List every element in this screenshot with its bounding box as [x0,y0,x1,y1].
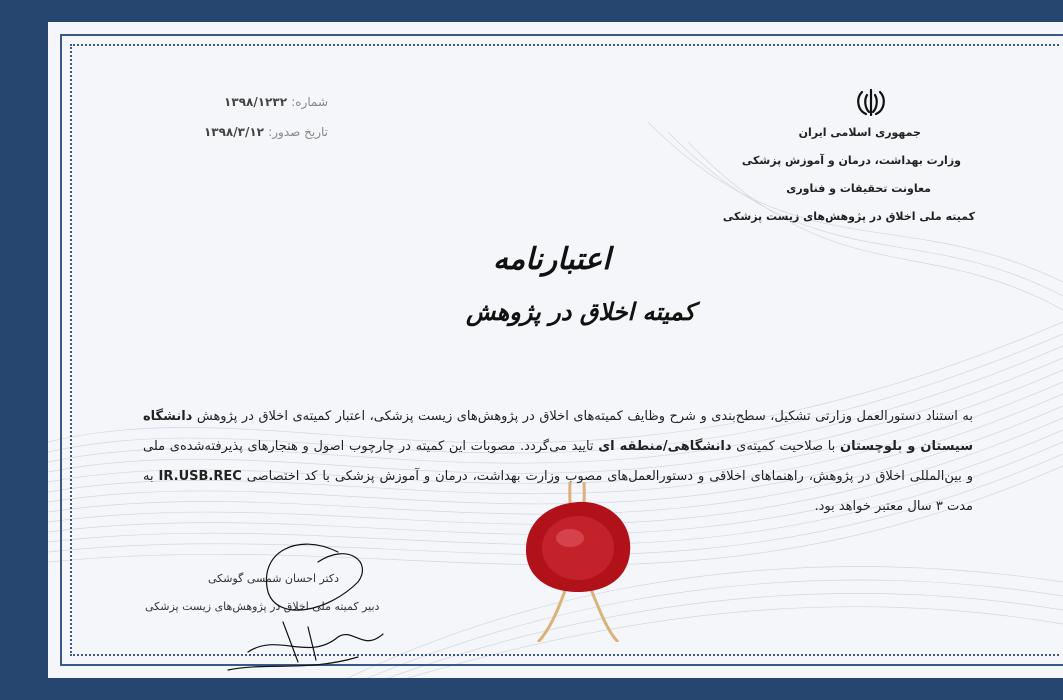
page-background [18,4,1063,700]
header-line-committee: کمیته ملی اخلاق در پژوهش‌های زیست پزشکی [722,210,975,223]
handwritten-signature [188,522,408,672]
issue-date [108,122,328,152]
date-label: تاریخ صدور: [268,125,328,139]
header-line-ministry: وزارت بهداشت، درمان و آموزش پزشکی [741,154,961,167]
header-line-deputy: معاونت تحقیقات و فناوری [786,182,931,195]
body-text-1: به استناد دستورالعمل وزارتی تشکیل، سطح‌بندی و شرح وظایف کمیته‌های اخلاق در پژوهش‌های زیست پزشکی، اعتبار کمیته‌ی اخلاق در پژوهش [196,409,973,424]
certificate-title: اعتبارنامه [493,242,611,277]
header-line-republic: جمهوری اسلامی ایران [798,126,921,139]
number-label: شماره: [291,95,328,109]
signatory-title: دبیر کمیته ملی اخلاق در پژوهش‌های زیست پزشکی [145,600,380,613]
date-value: ۱۳۹۸/۳/۱۲ [203,125,264,139]
committee-level: دانشگاهی/منطقه ای [598,439,732,454]
body-text-3: تایید می‌گردد. مصوبات این کمیته در چارچوب اصول و هنجارهای پذیرفته‌شده‌ی ملی و بین‌المللی اخلاق در پژوهش، راهنماهای اخلاقی و دستورالعمل‌های مصوب وزارت بهداشت، درمان و آموزش پزشکی با کد اختصاصی [143,439,973,484]
committee-code: IR.USB.REC [158,469,242,484]
issue-info [108,92,328,152]
number-value: ۱۳۹۸/۱۲۳۲ [224,95,288,109]
signatory-name: دکتر احسان شمسی گوشکی [208,572,340,585]
certificate-subtitle: کمیته اخلاق در پژوهش [466,297,696,326]
certificate [48,22,1063,678]
institution-name: دانشگاه سیستان و بلوچستان [143,409,974,454]
wax-seal-icon [508,482,648,642]
iran-emblem-icon [853,86,889,118]
certificate-number [108,92,328,122]
body-text-4: به مدت ۳ سال معتبر خواهد بود. [143,469,973,514]
body-text-2: با صلاحیت کمیته‌ی [736,439,836,454]
